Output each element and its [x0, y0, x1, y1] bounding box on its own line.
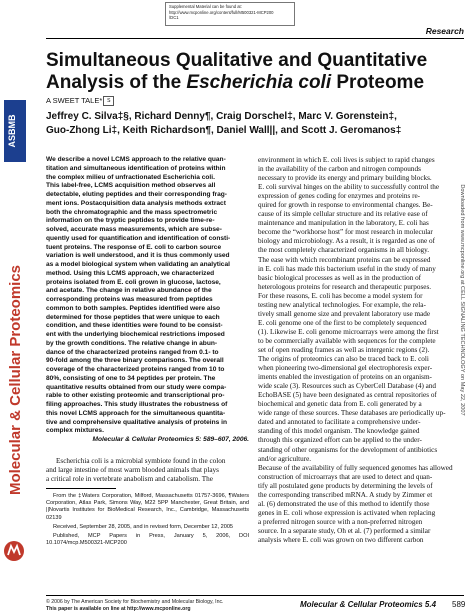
abstract-line: This label-free, LCMS acquisition method observes all	[46, 182, 216, 190]
footnote-rule	[46, 488, 116, 489]
body-line: when pioneering two-dimensional gel electrophoresis exper-	[258, 364, 433, 373]
body-line: heterologous proteins for research and therapeutic purposes.	[258, 282, 432, 291]
body-line: maintenance and manipulation in the laboratory, E. coli has	[258, 219, 429, 228]
body-line: wide range of these sources. These databases are periodically up-	[258, 409, 446, 418]
abstract-line: common to both samples. Peptides identified were also	[46, 304, 221, 312]
abstract-line: 80%, consisting of one to 34 peptides per protein. The	[46, 374, 216, 382]
section-label: Research	[425, 26, 464, 36]
abstract-line: rable to other existing proteomic and transcriptional pro-	[46, 392, 225, 400]
body-line: in the availability of the carbon and nitrogen compounds	[258, 165, 421, 174]
authors-line-1: Jeffrey C. Silva‡§, Richard Denny¶, Craig Dorschel‡, Marc V. Gorenstein‡,	[46, 111, 397, 122]
copyright-notice	[46, 599, 224, 612]
article-subtitle	[46, 96, 114, 106]
body-line: a preferred nitrogen source with a non-preferred nitrogen	[258, 517, 423, 526]
copyright-line: © 2006 by The American Society for Biochemistry and Molecular Biology, Inc.	[46, 599, 224, 605]
abstract-line: 90-fold among the three binary comparisons. The overall	[46, 357, 224, 365]
body-line: construction of microarrays that are used to detect and quan-	[258, 472, 433, 481]
body-line: environment in which E. coli lives is subject to rapid changes	[258, 156, 435, 164]
abstract-line: determined for those peptides that were unique to each	[46, 313, 220, 321]
author-list	[46, 110, 446, 138]
body-line: EchoBASE (5) have been designated as central repositories of	[258, 391, 437, 400]
abstract-line: variation is well understood, and it is thus commonly used	[46, 252, 230, 260]
body-line: (1). Likewise E. coli genome microarrays were among the first	[258, 327, 439, 336]
abstract-line: proteins isolated from E. coli grown in glucose, lactose,	[46, 278, 221, 286]
body-line: the corresponding transcribed mRNA. A study by Zimmer et	[258, 490, 433, 499]
abstract-line: detectable, eluting peptides and their corresponding frag-	[46, 191, 227, 198]
title-line-2	[46, 72, 446, 94]
title-line-2-italic: Escherichia coli	[186, 72, 332, 93]
body-line: tify all postulated gene products by determining the levels of	[258, 481, 433, 490]
body-line: testing new analytical technologies. For example, the rela-	[258, 300, 426, 309]
body-line: and/or agriculture.	[258, 454, 312, 463]
authors-line-2: Guo-Zhong Li‡, Keith Richardson¶, Daniel Wall||, and Scott J. Geromanos‡	[46, 125, 402, 136]
title-line-1: Simultaneous Qualitative and Quantitative	[46, 50, 428, 71]
body-line: Because of the availability of fully sequenced genomes has allowed	[258, 463, 453, 472]
intro-line: Escherichia coli is a microbial symbiote found in the colon	[56, 457, 226, 465]
footnote: Received, September 28, 2005, and in revised form, December 12, 2005	[53, 523, 234, 530]
abstract-line: solved, accurate mass measurements, which are subse-	[46, 226, 222, 233]
right-column-text	[258, 156, 461, 545]
body-line: analysis where E. coli was grown on two different carbon	[258, 535, 424, 544]
abstract-line: tuent proteins. The response of E. coli to carbon source	[46, 243, 222, 251]
abstract-line: dance of the characterized proteins ranged from 0.1- to	[46, 348, 219, 356]
subtitle-text: A SWEET TALE*	[46, 96, 103, 105]
abstract-line: We describe a novel LCMS approach to the relative quan-	[46, 156, 226, 163]
journal-name-vertical-text: Molecular & Cellular Proteomics	[7, 264, 24, 496]
body-line: in E. coli has made this bacterium useful in the study of many	[258, 264, 436, 273]
body-line: E. coli survival hinges on the ability to successfully control the	[258, 183, 440, 192]
body-line: The origins of proteomics can also be traced back to E. coli	[258, 355, 429, 364]
body-line: iments enabled the investigation of proteins on an organism-	[258, 373, 432, 382]
abstract-line: information on the tryptic peptides to provide time-re-	[46, 217, 215, 225]
body-line: set of open reading frames as well as intergenic regions (2).	[258, 345, 430, 354]
abstract-line: this novel LCMS approach for the simultaneous quantita-	[46, 409, 226, 417]
abstract-line: and acetate. The change in relative abundance of the	[46, 287, 212, 295]
mcp-logo	[3, 540, 25, 562]
intro-line: and large intestine of most warm blooded animals that plays	[46, 466, 219, 475]
abstract-line: corresponding proteins was measured from peptides	[46, 296, 213, 303]
online-availability-text: This paper is available on line at http://www.mcponline.org	[46, 605, 191, 612]
body-line: For these reasons, E. coli has become a model system for	[258, 291, 423, 300]
body-line: genes in E. coli whose expression is activated when replacing	[258, 508, 436, 517]
body-line: basic biological processes as well as in the production of	[258, 273, 422, 282]
supplemental-material-box[interactable]: Supplemental Material can be found at: http://www.mcponline.org/content/full/M500321-MCP200 /DC1	[165, 2, 295, 26]
body-line: tively small genome size and prevalent laboratory use made	[258, 309, 431, 318]
body-line: become the “workhorse host” for most research in molecular	[258, 228, 433, 237]
supplement-icon[interactable]: S	[103, 96, 114, 106]
abstract-line: titation and simultaneous identification of proteins within	[46, 164, 226, 172]
abstract-line: quently used for quantification and identification of consti-	[46, 234, 231, 242]
footnote: Published, MCP Papers in Press, January 5, 2006, DOI 10.1074/mcp.M500321-MCP200	[46, 533, 249, 547]
title-line-2-pre: Analysis of the	[46, 72, 187, 93]
body-line: biochemical and genetic data from E. coli generated by a	[258, 400, 422, 409]
body-line: E. coli genome one of the first to be completely sequenced	[258, 318, 427, 327]
body-line: standing of other organisms for the development of antibiotics	[258, 445, 438, 454]
body-line: biology and microbiology. As a result, it is regarded as one of	[258, 237, 435, 246]
body-line: the most completely characterized organisms in all biology.	[258, 246, 430, 255]
body-line: cause of its simple cellular structure and its relative ease of	[258, 210, 428, 219]
abstract-line: ment ions. Postacquisition data analysis methods extract	[46, 199, 226, 207]
abstract-line: coverage of the characterized proteins ranged from 10 to	[46, 366, 225, 373]
abstract-line: by the growth conditions. The relative change in abun-	[46, 339, 218, 347]
abstract-line: quantitative results obtained from our study were compa-	[46, 383, 227, 391]
asbmb-logo	[2, 100, 28, 162]
abstract	[46, 156, 249, 445]
abstract-line: complex mixtures.	[46, 427, 104, 435]
body-line: expression of genes coding for enzymes and proteins re-	[258, 192, 421, 201]
body-line: quired for growth in response to environmental changes. Be-	[258, 201, 433, 210]
abstract-line: method. Using this LCMS approach, we characterized	[46, 269, 215, 277]
abstract-citation: Molecular & Cellular Proteomics 5: 589–607, 2006.	[92, 436, 249, 443]
body-line: wide scale (3). Resources such as CyberCell Database (4) and	[258, 382, 437, 391]
bottom-rule	[46, 595, 464, 596]
abstract-line: condition, and these identities were found to be consist-	[46, 322, 223, 330]
body-line: to be commercially available with sequences for the complete	[258, 336, 436, 345]
online-availability	[46, 606, 224, 613]
intro-line: a critical role in vertebrate anabolism and catabolism. The	[46, 475, 213, 484]
download-note-text: Downloaded from www.mcponline.org at CELL SIGNALING TECHNOLOGY on May 22, 2007	[459, 184, 465, 416]
intro-left-column	[46, 457, 249, 484]
journal-footer: Molecular & Cellular Proteomics 5.4	[300, 600, 437, 609]
abstract-line: tive and comprehensive qualitative analysis of proteins in	[46, 418, 228, 426]
abstract-line: as a model biological system when validating an analytical	[46, 261, 230, 268]
top-rule	[46, 38, 464, 39]
abstract-line: the complex milieu of unfractionated Escherichia coli.	[46, 173, 215, 181]
article-title	[46, 50, 446, 94]
body-line: standing of this model organism. The knowledge gained	[258, 427, 420, 436]
asbmb-logo-text: ASBMB	[7, 114, 17, 148]
footnotes	[46, 493, 249, 549]
page-number: 589	[452, 600, 466, 609]
body-line: source. In a separate study, Oh et al. (7) performed a similar	[258, 526, 431, 535]
abstract-line: both the chromatographic and the mass spectrometric	[46, 208, 218, 216]
body-line: dated and annotated to facilitate a comprehensive under-	[258, 418, 421, 427]
title-line-2-post: Proteome	[331, 72, 425, 93]
footnote: From the ‡Waters Corporation, Milford, Massachusetts 01757-3696, ¶Waters Corporation, Atlas Park, Simons Way, M22 5PP Manchester, Great Britain, and ||Novartis Institutes for BioMedical Research, Inc., Cambridge, Massachusetts 02139	[46, 493, 249, 521]
body-line: necessary to provide its energy and primary building blocks.	[258, 174, 432, 183]
body-line: The ease with which recombinant proteins can be expressed	[258, 255, 431, 264]
body-line: al. (6) demonstrated the use of this method to identify those	[258, 499, 430, 508]
abstract-line: filing approaches. This study illustrates the robustness of	[46, 401, 228, 408]
body-line: through this organized effort can be applied to the under-	[258, 436, 422, 445]
abstract-line: ent with the underlying biochemical restrictions imposed	[46, 331, 225, 338]
